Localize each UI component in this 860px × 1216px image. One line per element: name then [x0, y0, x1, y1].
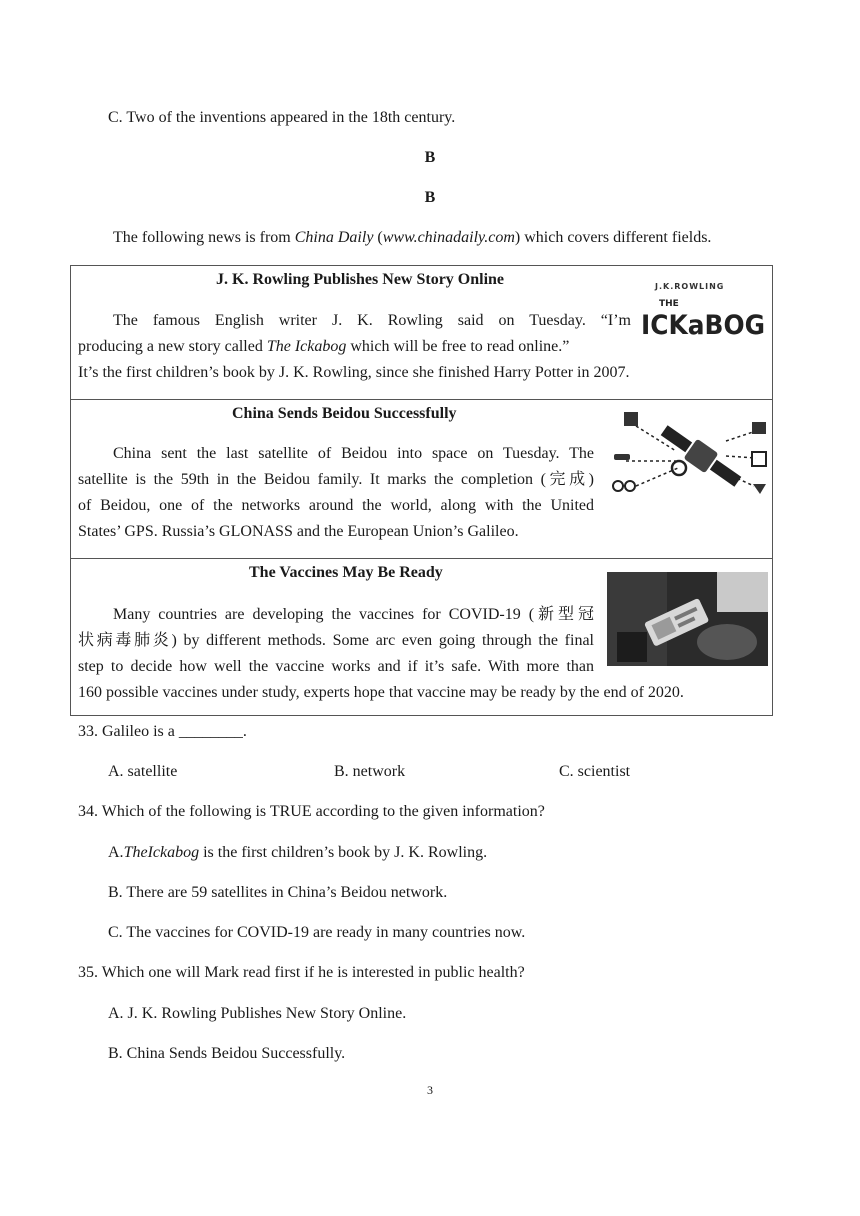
news-body-line: China sent the last satellite of Beidou into space on Tuesday. The [113, 445, 594, 462]
news-body-line: Many countries are developing the vaccines for COVID-19 (新型冠 [113, 606, 594, 623]
vaccine-photo-art [607, 572, 768, 666]
page-number: 3 [427, 1083, 433, 1097]
source-sentence [113, 228, 711, 248]
question-33-stem: 33. Galileo is a ________. [78, 723, 247, 740]
news-body-line: 状病毒肺炎) by different methods. Some arc even going through the final [78, 632, 594, 649]
question-34-option-c: C. The vaccines for COVID-19 are ready in many countries now. [108, 924, 526, 941]
question-35-option-b: B. China Sends Beidou Successfully. [108, 1045, 346, 1062]
source-suffix: ) which covers different fields. [514, 229, 712, 246]
body-text: which will be free to read online.” [346, 338, 570, 355]
news-row-rowling [71, 266, 772, 399]
question-34-option-a [108, 843, 487, 863]
option-letter: A. [108, 844, 124, 861]
satellite-image [606, 406, 772, 506]
source-name: China Daily [294, 229, 374, 246]
question-35-option-a: A. J. K. Rowling Publishes New Story Online. [108, 1005, 407, 1022]
cover-title: ICKaBOG [641, 310, 765, 341]
question-34-option-b: B. There are 59 satellites in China’s Beidou network. [108, 884, 448, 901]
option-text: is the first children’s book by J. K. Rowling. [199, 844, 488, 861]
book-title: TheIckabog [123, 844, 200, 861]
news-body-line [78, 337, 569, 357]
section-heading-repeat: B [424, 189, 436, 206]
question-34-stem: 34. Which of the following is TRUE according to the given information? [78, 803, 545, 820]
news-row-beidou [71, 399, 772, 559]
question-33-option-c: C. scientist [559, 763, 631, 780]
body-text: producing a new story called [78, 338, 267, 355]
news-body-line: The famous English writer J. K. Rowling said on Tuesday. “I’m [113, 312, 631, 329]
news-body-line: It’s the first children’s book by J. K. Rowling, since she finished Harry Potter in 2007. [78, 364, 630, 381]
satellite-illustration [606, 406, 772, 506]
section-heading: B [424, 149, 436, 166]
news-table [70, 265, 773, 716]
news-body-line: step to decide how well the vaccine works and if it’s safe. With more than [78, 658, 594, 675]
question-33-option-b: B. network [334, 763, 406, 780]
news-title-beidou: China Sends Beidou Successfully [232, 405, 457, 422]
ickabog-cover-image [637, 274, 769, 354]
cover-author: J.K.ROWLING [655, 282, 725, 291]
vaccine-photo [607, 572, 768, 666]
news-title-vaccine: The Vaccines May Be Ready [249, 564, 443, 581]
book-title: The Ickabog [266, 338, 347, 355]
option-c-text: C. Two of the inventions appeared in the 18th century. [108, 109, 456, 126]
news-body-line: of Beidou, one of the networks around the world, along with the United [78, 497, 594, 514]
news-body-line: satellite is the 59th in the Beidou family. It marks the completion (完成) [78, 471, 594, 488]
question-33-option-a: A. satellite [108, 763, 178, 780]
news-body-line: States’ GPS. Russia’s GLONASS and the European Union’s Galileo. [78, 523, 519, 540]
question-35-stem: 35. Which one will Mark read first if he is interested in public health? [78, 964, 525, 981]
source-url: www.chinadaily.com [382, 229, 515, 246]
source-prefix: The following news is from [113, 229, 295, 246]
cover-the: THE [659, 299, 679, 309]
source-open: ( [373, 229, 383, 246]
news-title-rowling: J. K. Rowling Publishes New Story Online [216, 271, 505, 288]
news-row-vaccine [71, 558, 772, 716]
ickabog-cover-art [637, 274, 769, 354]
news-body-line: 160 possible vaccines under study, experts hope that vaccine may be ready by the end of 2020. [78, 684, 684, 701]
